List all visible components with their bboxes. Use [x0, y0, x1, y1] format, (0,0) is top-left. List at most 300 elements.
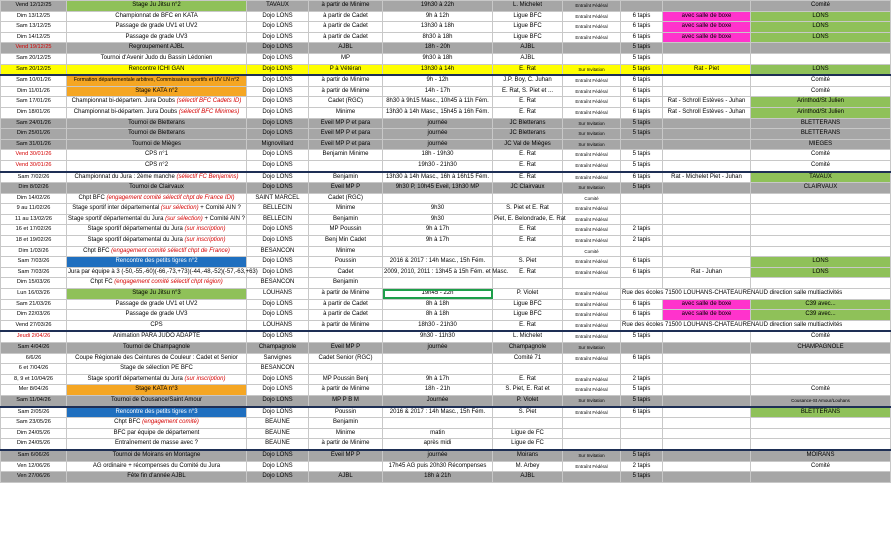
cell-region[interactable]: Comité — [751, 461, 891, 472]
cell-extra[interactable] — [663, 86, 751, 97]
cell-extra[interactable]: Rat - Schroll Estèves - Juhan — [663, 107, 751, 118]
cell-status[interactable]: Sur Invitation — [563, 139, 621, 150]
cell-extra[interactable] — [663, 214, 751, 225]
cell-mats[interactable]: 6 tapis — [621, 172, 663, 183]
cell-location[interactable]: Dojo LONS — [247, 299, 309, 310]
cell-category[interactable]: Cadet — [309, 267, 383, 278]
cell-status[interactable]: Entraînt Fédéral — [563, 320, 621, 331]
cell-date[interactable]: Sam 6/06/26 — [1, 450, 67, 461]
cell-date[interactable]: Sam 2/05/26 — [1, 407, 67, 418]
cell-region[interactable]: Comité — [751, 331, 891, 342]
table-row[interactable] — [1, 236, 891, 247]
cell-organizer[interactable]: Champagnole — [493, 343, 563, 354]
cell-extra[interactable] — [663, 418, 751, 429]
cell-event[interactable]: Tournoi de Champagnole — [67, 343, 247, 354]
cell-extra[interactable]: Rat - Schroll Estèves - Juhan — [663, 97, 751, 108]
cell-category[interactable]: AJBL — [309, 43, 383, 54]
cell-event[interactable]: Regroupement AJBL — [67, 43, 247, 54]
cell-mats[interactable] — [621, 214, 663, 225]
cell-date[interactable]: Dim 8/02/26 — [1, 183, 67, 194]
cell-region[interactable]: TAVAUX — [751, 172, 891, 183]
cell-status[interactable] — [563, 418, 621, 429]
cell-extra[interactable] — [663, 374, 751, 385]
cell-hours[interactable]: 8h30 à 9h15 Masc., 10h45 à 11h Fém. — [383, 97, 493, 108]
cell-extra[interactable] — [663, 385, 751, 396]
table-row[interactable] — [1, 299, 891, 310]
cell-hours[interactable]: matin — [383, 428, 493, 439]
cell-organizer[interactable]: JC Clairvaux — [493, 183, 563, 194]
cell-mats[interactable] — [621, 439, 663, 450]
cell-hours[interactable] — [383, 246, 493, 257]
cell-extra[interactable] — [663, 428, 751, 439]
cell-date[interactable]: Sam 7/02/26 — [1, 172, 67, 183]
cell-organizer[interactable]: Ligue BFC — [493, 310, 563, 321]
cell-location[interactable]: BESANCON — [247, 246, 309, 257]
cell-status[interactable]: Sur Invitation — [563, 343, 621, 354]
cell-date[interactable]: Sam 31/01/26 — [1, 139, 67, 150]
cell-region[interactable]: MIEGES — [751, 139, 891, 150]
cell-extra[interactable] — [663, 193, 751, 204]
cell-date[interactable]: Sam 13/12/25 — [1, 22, 67, 33]
cell-region[interactable]: C39 avec... — [751, 299, 891, 310]
cell-hours[interactable]: 8h30 à 18h — [383, 32, 493, 43]
cell-location[interactable]: Dojo LONS — [247, 97, 309, 108]
cell-mats[interactable]: 6 tapis — [621, 86, 663, 97]
cell-location[interactable]: Dojo LONS — [247, 461, 309, 472]
cell-extra[interactable] — [663, 461, 751, 472]
cell-event[interactable]: Passage de grade UV3 — [67, 32, 247, 43]
cell-mats[interactable] — [621, 343, 663, 354]
cell-mats[interactable]: 5 tapis — [621, 150, 663, 161]
cell-event[interactable]: Rencontre des petits tigres n°3 — [67, 407, 247, 418]
cell-category[interactable]: Eveil MP P et para — [309, 139, 383, 150]
cell-category[interactable]: à partir de Minime — [309, 385, 383, 396]
cell-category[interactable]: à partir de Minime — [309, 86, 383, 97]
cell-status[interactable]: Entraînt Fédéral — [563, 407, 621, 418]
cell-mats[interactable]: 6 tapis — [621, 353, 663, 364]
cell-status[interactable]: Sur Invitation — [563, 129, 621, 140]
cell-date[interactable]: Dim 15/03/26 — [1, 278, 67, 289]
cell-date[interactable]: Vend 30/01/26 — [1, 160, 67, 171]
cell-location[interactable]: TAVAUX — [247, 1, 309, 12]
cell-category[interactable]: MP Poussin — [309, 225, 383, 236]
cell-category[interactable]: à partir de Cadet — [309, 11, 383, 22]
cell-date[interactable]: 6 et 7/04/26 — [1, 364, 67, 375]
cell-region[interactable]: LONS — [751, 11, 891, 22]
cell-hours[interactable]: 19h30 à 22h — [383, 1, 493, 12]
table-row[interactable] — [1, 139, 891, 150]
table-row[interactable] — [1, 225, 891, 236]
cell-hours[interactable]: 13h30 à 14h Masc., 16h à 16h15 Fém. — [383, 172, 493, 183]
cell-category[interactable]: Minime — [309, 246, 383, 257]
cell-region[interactable]: Comité — [751, 150, 891, 161]
cell-hours[interactable]: 9h à 17h — [383, 236, 493, 247]
cell-location[interactable]: Dojo LONS — [247, 310, 309, 321]
table-row[interactable] — [1, 22, 891, 33]
cell-event[interactable] — [67, 246, 247, 257]
cell-organizer[interactable] — [493, 278, 563, 289]
cell-region[interactable]: CLAIRVAUX — [751, 183, 891, 194]
cell-date[interactable]: Dim 11/01/26 — [1, 86, 67, 97]
cell-status[interactable]: Sur Invitation — [563, 395, 621, 406]
cell-date[interactable]: 8, 9 et 10/04/26 — [1, 374, 67, 385]
cell-hours[interactable]: journée — [383, 118, 493, 129]
table-row[interactable] — [1, 246, 891, 257]
cell-mats[interactable]: 5 tapis — [621, 331, 663, 342]
cell-location[interactable]: Dojo LONS — [247, 331, 309, 342]
cell-event[interactable]: Stage Ju Jitsu n°2 — [67, 1, 247, 12]
cell-organizer[interactable]: AJBL — [493, 43, 563, 54]
cell-date[interactable]: Dim 14/12/25 — [1, 32, 67, 43]
cell-date[interactable]: Dim 25/01/26 — [1, 129, 67, 140]
cell-region[interactable] — [751, 472, 891, 483]
cell-category[interactable]: Minime — [309, 204, 383, 215]
table-row[interactable] — [1, 214, 891, 225]
cell-category[interactable]: Benjamin Minime — [309, 150, 383, 161]
cell-mats[interactable]: 5 tapis — [621, 450, 663, 461]
cell-extra[interactable] — [663, 53, 751, 64]
cell-event[interactable] — [67, 214, 247, 225]
table-row[interactable] — [1, 267, 891, 278]
cell-organizer[interactable]: E. Rat — [493, 107, 563, 118]
cell-location[interactable]: BELLECIN — [247, 204, 309, 215]
cell-event[interactable] — [67, 193, 247, 204]
cell-date[interactable]: Sam 7/03/26 — [1, 267, 67, 278]
cell-hours[interactable]: 9h - 12h — [383, 75, 493, 86]
cell-date[interactable]: Vend 19/12/25 — [1, 43, 67, 54]
cell-status[interactable]: Entraînt Fédéral — [563, 385, 621, 396]
cell-extra[interactable]: avec salle de boxe — [663, 11, 751, 22]
cell-location[interactable]: BESANCON — [247, 364, 309, 375]
cell-status[interactable] — [563, 53, 621, 64]
table-row[interactable] — [1, 160, 891, 171]
table-row[interactable] — [1, 97, 891, 108]
cell-location[interactable]: Dojo LONS — [247, 407, 309, 418]
cell-status[interactable]: Entraînt Fédéral — [563, 289, 621, 300]
cell-event[interactable]: Animation PARA JUDO ADAPTE — [67, 331, 247, 342]
cell-status[interactable]: Entraînt Fédéral — [563, 225, 621, 236]
cell-category[interactable] — [309, 461, 383, 472]
cell-status[interactable]: Comité — [563, 193, 621, 204]
cell-status[interactable]: Sur Invitation — [563, 450, 621, 461]
cell-category[interactable]: MP P B M — [309, 395, 383, 406]
cell-mats[interactable]: 6 tapis — [621, 22, 663, 33]
cell-location[interactable]: Dojo LONS — [247, 53, 309, 64]
cell-region[interactable] — [751, 364, 891, 375]
cell-event[interactable]: Rencontre des petits tigres n°2 — [67, 257, 247, 268]
cell-extra[interactable] — [663, 278, 751, 289]
table-row[interactable] — [1, 172, 891, 183]
cell-organizer[interactable]: E. Rat — [493, 150, 563, 161]
cell-mats[interactable]: Rue des écoles 71500 LOUHANS-CHATEAURENAUD direction salle multiactivités — [621, 289, 891, 300]
cell-location[interactable]: Dojo LONS — [247, 374, 309, 385]
cell-category[interactable]: à partir de Cadet — [309, 299, 383, 310]
cell-hours[interactable] — [383, 278, 493, 289]
cell-status[interactable]: Entraînt Fédéral — [563, 11, 621, 22]
cell-event[interactable]: Passage de grade UV1 et UV2 — [67, 22, 247, 33]
table-row[interactable] — [1, 385, 891, 396]
cell-date[interactable]: Vend 30/01/26 — [1, 150, 67, 161]
cell-extra[interactable] — [663, 246, 751, 257]
cell-location[interactable]: BELLECIN — [247, 214, 309, 225]
cell-category[interactable]: Benjamin — [309, 214, 383, 225]
cell-category[interactable]: à partir de Minime — [309, 439, 383, 450]
cell-organizer[interactable]: E. Rat — [493, 97, 563, 108]
cell-event[interactable]: CPS n°2 — [67, 160, 247, 171]
cell-extra[interactable] — [663, 331, 751, 342]
cell-hours[interactable]: 19h45 - 22h — [383, 289, 493, 300]
cell-mats[interactable]: 5 tapis — [621, 129, 663, 140]
cell-organizer[interactable] — [493, 418, 563, 429]
cell-extra[interactable] — [663, 343, 751, 354]
table-row[interactable] — [1, 343, 891, 354]
cell-event[interactable]: Tournoi de Bletterans — [67, 129, 247, 140]
cell-status[interactable]: Entraînt Fédéral — [563, 257, 621, 268]
cell-location[interactable]: SAINT MARCEL — [247, 193, 309, 204]
cell-mats[interactable]: 5 tapis — [621, 395, 663, 406]
cell-hours[interactable]: 9h à 17h — [383, 225, 493, 236]
cell-location[interactable]: Dojo LONS — [247, 86, 309, 97]
cell-date[interactable]: Ven 12/06/26 — [1, 461, 67, 472]
cell-hours[interactable]: 9h à 12h — [383, 11, 493, 22]
cell-category[interactable]: Cadet (RGC) — [309, 193, 383, 204]
cell-region[interactable] — [751, 246, 891, 257]
cell-hours[interactable] — [383, 418, 493, 429]
cell-event[interactable]: Tournoi de Bletterans — [67, 118, 247, 129]
cell-date[interactable]: Mer 8/04/26 — [1, 385, 67, 396]
table-row[interactable] — [1, 204, 891, 215]
cell-hours[interactable]: 9h30 — [383, 204, 493, 215]
table-row[interactable] — [1, 353, 891, 364]
cell-event[interactable]: Entraînement de masse avec ? — [67, 439, 247, 450]
cell-date[interactable]: Sam 20/12/25 — [1, 53, 67, 64]
cell-location[interactable]: Dojo LONS — [247, 107, 309, 118]
cell-organizer[interactable]: Ligue BFC — [493, 32, 563, 43]
cell-category[interactable]: à partir de Minime — [309, 1, 383, 12]
cell-status[interactable]: Entraînt Fédéral — [563, 461, 621, 472]
cell-event[interactable] — [67, 107, 247, 118]
cell-mats[interactable]: 5 tapis — [621, 43, 663, 54]
cell-mats[interactable]: 5 tapis — [621, 183, 663, 194]
cell-status[interactable]: Entraînt Fédéral — [563, 353, 621, 364]
table-row[interactable] — [1, 118, 891, 129]
cell-date[interactable]: Vend 12/12/25 — [1, 1, 67, 12]
cell-event[interactable] — [67, 204, 247, 215]
cell-extra[interactable] — [663, 75, 751, 86]
cell-hours[interactable]: 18h à 21h — [383, 472, 493, 483]
cell-date[interactable]: Sam 23/05/26 — [1, 418, 67, 429]
cell-date[interactable]: Dim 24/05/26 — [1, 428, 67, 439]
cell-date[interactable]: Sam 7/03/26 — [1, 257, 67, 268]
cell-location[interactable]: BEAUNE — [247, 439, 309, 450]
table-row[interactable] — [1, 450, 891, 461]
cell-location[interactable]: BEAUNE — [247, 418, 309, 429]
cell-location[interactable]: Dojo LONS — [247, 395, 309, 406]
cell-organizer[interactable]: Ligue BFC — [493, 22, 563, 33]
cell-mats[interactable]: Rue des écoles 71500 LOUHANS-CHATEAURENAUD direction salle multiactivités — [621, 320, 891, 331]
table-row[interactable] — [1, 320, 891, 331]
cell-organizer[interactable]: E. Rat — [493, 236, 563, 247]
cell-date[interactable]: Dim 22/03/26 — [1, 310, 67, 321]
cell-mats[interactable]: 2 tapis — [621, 461, 663, 472]
cell-location[interactable]: Dojo LONS — [247, 450, 309, 461]
cell-mats[interactable]: 5 tapis — [621, 53, 663, 64]
cell-mats[interactable] — [621, 418, 663, 429]
cell-mats[interactable] — [621, 1, 663, 12]
cell-category[interactable] — [309, 160, 383, 171]
cell-organizer[interactable]: Comité 71 — [493, 353, 563, 364]
cell-organizer[interactable]: Ligue de FC — [493, 428, 563, 439]
cell-category[interactable]: à partir de Minime — [309, 320, 383, 331]
cell-category[interactable]: Eveil MP P — [309, 450, 383, 461]
cell-location[interactable]: Mignovillard — [247, 139, 309, 150]
cell-location[interactable]: Dojo LONS — [247, 64, 309, 75]
cell-extra[interactable] — [663, 472, 751, 483]
cell-event[interactable]: BFC par équipe de département — [67, 428, 247, 439]
cell-location[interactable]: Dojo LONS — [247, 236, 309, 247]
cell-region[interactable] — [751, 225, 891, 236]
cell-extra[interactable] — [663, 129, 751, 140]
cell-organizer[interactable]: Moirans — [493, 450, 563, 461]
cell-date[interactable]: Vend 27/03/26 — [1, 320, 67, 331]
cell-extra[interactable]: avec salle de boxe — [663, 299, 751, 310]
cell-hours[interactable]: 13h30 à 18h — [383, 22, 493, 33]
cell-category[interactable]: Cadet Senior (RGC) — [309, 353, 383, 364]
cell-location[interactable]: Dojo LONS — [247, 118, 309, 129]
cell-extra[interactable] — [663, 118, 751, 129]
cell-organizer[interactable]: E. Rat — [493, 225, 563, 236]
cell-region[interactable]: Arinthod/St Julien — [751, 97, 891, 108]
cell-mats[interactable]: 2 tapis — [621, 225, 663, 236]
cell-region[interactable]: Comité — [751, 385, 891, 396]
cell-date[interactable]: 16 et 17/02/26 — [1, 225, 67, 236]
cell-region[interactable] — [751, 418, 891, 429]
cell-event[interactable]: Stage KATA n°2 — [67, 86, 247, 97]
cell-extra[interactable] — [663, 450, 751, 461]
cell-hours[interactable]: 8h à 18h — [383, 299, 493, 310]
cell-region[interactable]: BLETTERANS — [751, 118, 891, 129]
cell-region[interactable] — [751, 43, 891, 54]
cell-event[interactable]: AG ordinaire + récompenses du Comité du Jura — [67, 461, 247, 472]
cell-event[interactable]: Jura par équipe à 3 (-50,-55,-60)(-66,-73,+73)(-44,-48,-52)(-57,-63,+63) — [67, 267, 247, 278]
cell-status[interactable]: Entraînt Fédéral — [563, 310, 621, 321]
cell-organizer[interactable]: E. Rat — [493, 64, 563, 75]
cell-mats[interactable] — [621, 428, 663, 439]
table-row[interactable] — [1, 150, 891, 161]
cell-date[interactable]: 18 et 19/02/26 — [1, 236, 67, 247]
cell-category[interactable]: Poussin — [309, 407, 383, 418]
cell-date[interactable]: Sam 10/01/26 — [1, 75, 67, 86]
cell-location[interactable]: Dojo LONS — [247, 385, 309, 396]
cell-status[interactable] — [563, 428, 621, 439]
table-row[interactable] — [1, 75, 891, 86]
cell-status[interactable]: Entraînt Fédéral — [563, 22, 621, 33]
cell-region[interactable]: Arinthod/St Julien — [751, 107, 891, 118]
cell-event[interactable]: CPS n°1 — [67, 150, 247, 161]
table-row[interactable] — [1, 428, 891, 439]
cell-region[interactable] — [751, 53, 891, 64]
cell-mats[interactable]: 6 tapis — [621, 407, 663, 418]
cell-mats[interactable]: 5 tapis — [621, 160, 663, 171]
cell-region[interactable] — [751, 278, 891, 289]
cell-hours[interactable]: après midi — [383, 439, 493, 450]
cell-extra[interactable] — [663, 225, 751, 236]
cell-status[interactable]: Entraînt Fédéral — [563, 374, 621, 385]
cell-organizer[interactable]: J.P. Boy, C. Juhan — [493, 75, 563, 86]
cell-category[interactable]: Benjamin — [309, 418, 383, 429]
cell-hours[interactable]: journée — [383, 139, 493, 150]
cell-date[interactable]: Sam 20/12/25 — [1, 64, 67, 75]
table-row[interactable] — [1, 32, 891, 43]
cell-location[interactable]: Sanvignes — [247, 353, 309, 364]
cell-location[interactable]: LOUHANS — [247, 320, 309, 331]
cell-date[interactable]: Dim 14/02/26 — [1, 193, 67, 204]
cell-organizer[interactable]: JC Bletterans — [493, 129, 563, 140]
cell-category[interactable]: Benjamin — [309, 172, 383, 183]
cell-organizer[interactable]: E. Rat — [493, 160, 563, 171]
table-row[interactable] — [1, 364, 891, 375]
cell-extra[interactable] — [663, 353, 751, 364]
cell-organizer[interactable] — [493, 193, 563, 204]
cell-status[interactable]: Entraînt Fédéral — [563, 97, 621, 108]
cell-date[interactable]: 11 au 13/02/26 — [1, 214, 67, 225]
cell-organizer[interactable]: JC Val de Mièges — [493, 139, 563, 150]
cell-location[interactable]: Dojo LONS — [247, 225, 309, 236]
cell-category[interactable]: AJBL — [309, 472, 383, 483]
cell-category[interactable]: à partir de Cadet — [309, 310, 383, 321]
cell-region[interactable] — [751, 193, 891, 204]
cell-date[interactable]: Sam 24/01/26 — [1, 118, 67, 129]
cell-hours[interactable]: 9h30 P, 10h45 Eveil, 13h30 MP — [383, 183, 493, 194]
cell-category[interactable]: Benjamin — [309, 278, 383, 289]
cell-hours[interactable]: 17h45 AG puis 20h30 Récompenses — [383, 461, 493, 472]
cell-date[interactable]: Dim 1/03/26 — [1, 246, 67, 257]
cell-region[interactable]: Comité — [751, 1, 891, 12]
table-row[interactable] — [1, 418, 891, 429]
table-row[interactable] — [1, 257, 891, 268]
cell-status[interactable]: Comité — [563, 246, 621, 257]
table-row[interactable] — [1, 11, 891, 22]
cell-mats[interactable]: 6 tapis — [621, 97, 663, 108]
cell-category[interactable]: Cadet (RGC) — [309, 97, 383, 108]
cell-region[interactable]: CHAMPAGNOLE — [751, 343, 891, 354]
cell-event[interactable]: Stage de sélection PE BFC — [67, 364, 247, 375]
cell-category[interactable] — [309, 364, 383, 375]
table-row[interactable] — [1, 183, 891, 194]
cell-event[interactable]: Tournoi de Mièges — [67, 139, 247, 150]
cell-hours[interactable]: Journée — [383, 395, 493, 406]
cell-extra[interactable]: Rat - Juhan — [663, 267, 751, 278]
cell-hours[interactable]: 2016 & 2017 : 14h Masc., 15h Fém. — [383, 407, 493, 418]
cell-date[interactable]: Sam 11/04/26 — [1, 395, 67, 406]
cell-mats[interactable]: 6 tapis — [621, 257, 663, 268]
cell-date[interactable]: Sam 21/03/26 — [1, 299, 67, 310]
cell-location[interactable]: Dojo LONS — [247, 160, 309, 171]
cell-status[interactable]: Sur Invitation — [563, 64, 621, 75]
cell-category[interactable]: Poussin — [309, 257, 383, 268]
cell-status[interactable]: Entraînt Fédéral — [563, 160, 621, 171]
cell-region[interactable]: Comité — [751, 75, 891, 86]
cell-organizer[interactable]: S. Piet — [493, 257, 563, 268]
cell-extra[interactable] — [663, 183, 751, 194]
table-row[interactable] — [1, 53, 891, 64]
cell-region[interactable]: Comité — [751, 160, 891, 171]
cell-mats[interactable]: 5 tapis — [621, 64, 663, 75]
cell-mats[interactable]: 5 tapis — [621, 472, 663, 483]
cell-extra[interactable]: avec salle de boxe — [663, 310, 751, 321]
cell-organizer[interactable]: M. Arbey — [493, 461, 563, 472]
cell-extra[interactable] — [663, 407, 751, 418]
